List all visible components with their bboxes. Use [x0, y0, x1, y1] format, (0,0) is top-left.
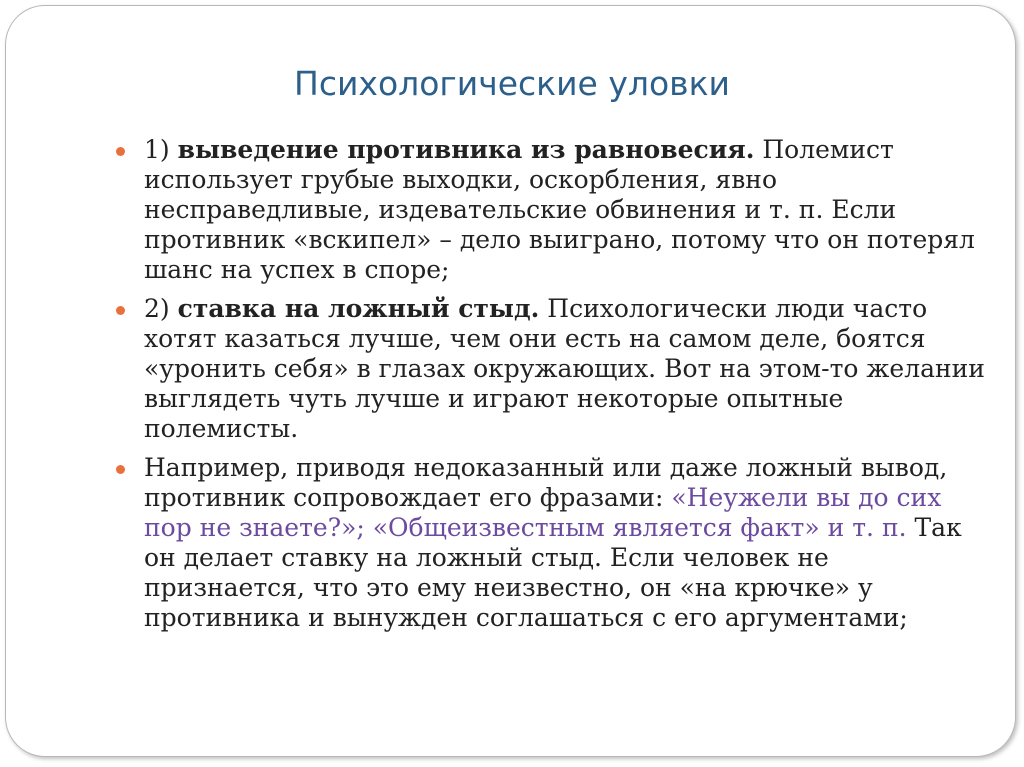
bullet-dot-icon: [116, 306, 125, 315]
bullet-dot-icon: [116, 147, 125, 156]
bullet-2-term: ставка на ложный стыд.: [177, 294, 540, 323]
bullet-item-2: [116, 294, 986, 444]
bullet-1-term: выведение противника из равновесия.: [177, 135, 755, 164]
bullet-2-text: Психологически люди часто хотят казаться лучше, чем они есть на самом деле, боятся «уронить себя» в глазах окружающих. Вот на этом-то желании выглядеть чуть лучше и играют некоторые опытные полемисты.: [144, 294, 985, 443]
bullet-2-prefix: 2): [144, 294, 178, 323]
slide-title: Психологические уловки: [294, 64, 730, 103]
bullet-1-text: Полемист использует грубые выходки, оскорбления, явно несправедливые, издевательские обвинения и т. п. Если противник «вскипел» – дело выиграно, потому что он потерял шанс на успех в споре;: [144, 135, 975, 284]
bullet-1-prefix: 1): [144, 135, 178, 164]
bullet-3-quote: «Неужели вы до сих пор не знаете?»; «Общеизвестным является факт» и т. п.: [144, 483, 942, 542]
bullet-dot-icon: [116, 465, 125, 474]
bullet-list: [116, 135, 986, 642]
bullet-3-text-after: Так он делает ставку на ложный стыд. Если человек не признается, что это ему неизвестно, он «на крючке» у противника и вынужден соглашаться с его аргументами;: [144, 513, 962, 632]
bullet-3-text-before: Например, приводя недоказанный или даже ложный вывод, противник сопровождает его фразами:: [144, 453, 948, 512]
bullet-item-1: [116, 135, 986, 285]
bullet-item-3: [116, 453, 986, 633]
